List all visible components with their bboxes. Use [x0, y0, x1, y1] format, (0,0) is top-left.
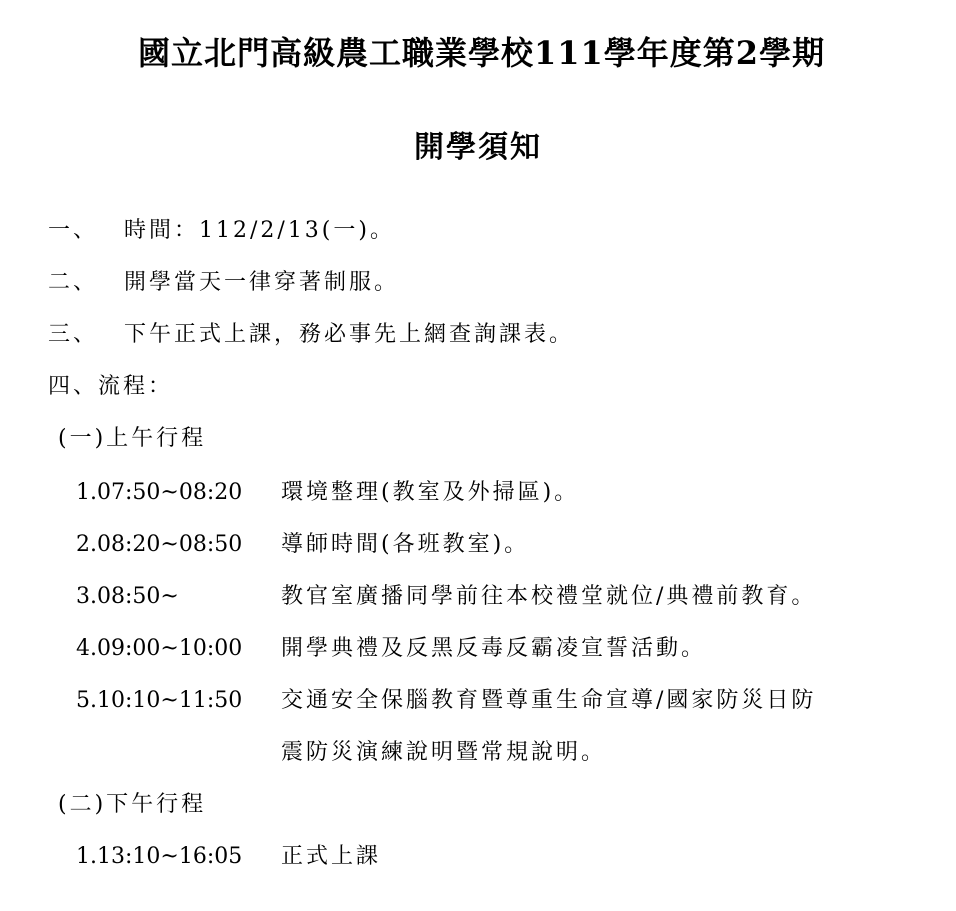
morning-heading: (一)上午行程	[58, 426, 207, 451]
item-marker: 四、	[48, 374, 99, 399]
schedule-time: 3.08:50~	[76, 584, 179, 609]
schedule-time: 2.08:20~08:50	[76, 532, 243, 557]
schedule-row	[76, 686, 816, 716]
schedule-text: 環境整理(教室及外掃區)。	[281, 480, 580, 505]
schedule-time: 1.13:10~16:05	[76, 844, 243, 869]
schedule-row	[76, 634, 706, 664]
schedule-text: 交通安全保腦教育暨尊重生命宣導/國家防災日防	[281, 688, 817, 713]
item-text: 時間：112/2/13(一)。	[124, 218, 395, 243]
list-item	[48, 320, 574, 350]
list-item	[48, 372, 173, 402]
schedule-text: 導師時間(各班教室)。	[281, 532, 530, 557]
schedule-text: 正式上課	[281, 844, 382, 869]
item-text: 開學當天一律穿著制服。	[124, 270, 400, 295]
schedule-time: 1.07:50~08:20	[76, 480, 243, 505]
afternoon-heading: (二)下午行程	[58, 792, 207, 817]
schedule-text: 教官室廣播同學前往本校禮堂就位/典禮前教育。	[281, 584, 817, 609]
list-item	[48, 268, 399, 298]
document-subtitle: 開學須知	[414, 130, 542, 165]
schedule-time: 4.09:00~10:00	[76, 636, 243, 661]
schedule-row	[76, 530, 529, 560]
item-text: 流程：	[98, 374, 174, 399]
schedule-continuation: 震防災演練說明暨常規說明。	[281, 740, 607, 765]
schedule-row	[76, 842, 381, 872]
item-marker: 三、	[48, 322, 99, 347]
document-title: 國立北門高級農工職業學校111學年度第2學期	[138, 34, 826, 72]
item-marker: 一、	[48, 218, 99, 243]
item-marker: 二、	[48, 270, 99, 295]
schedule-text: 開學典禮及反黑反毒反霸凌宣誓活動。	[281, 636, 707, 661]
schedule-time: 5.10:10~11:50	[76, 688, 243, 713]
item-text: 下午正式上課，務必事先上網查詢課表。	[124, 322, 575, 347]
list-item	[48, 216, 395, 246]
schedule-row	[76, 478, 579, 508]
schedule-row	[76, 582, 816, 612]
